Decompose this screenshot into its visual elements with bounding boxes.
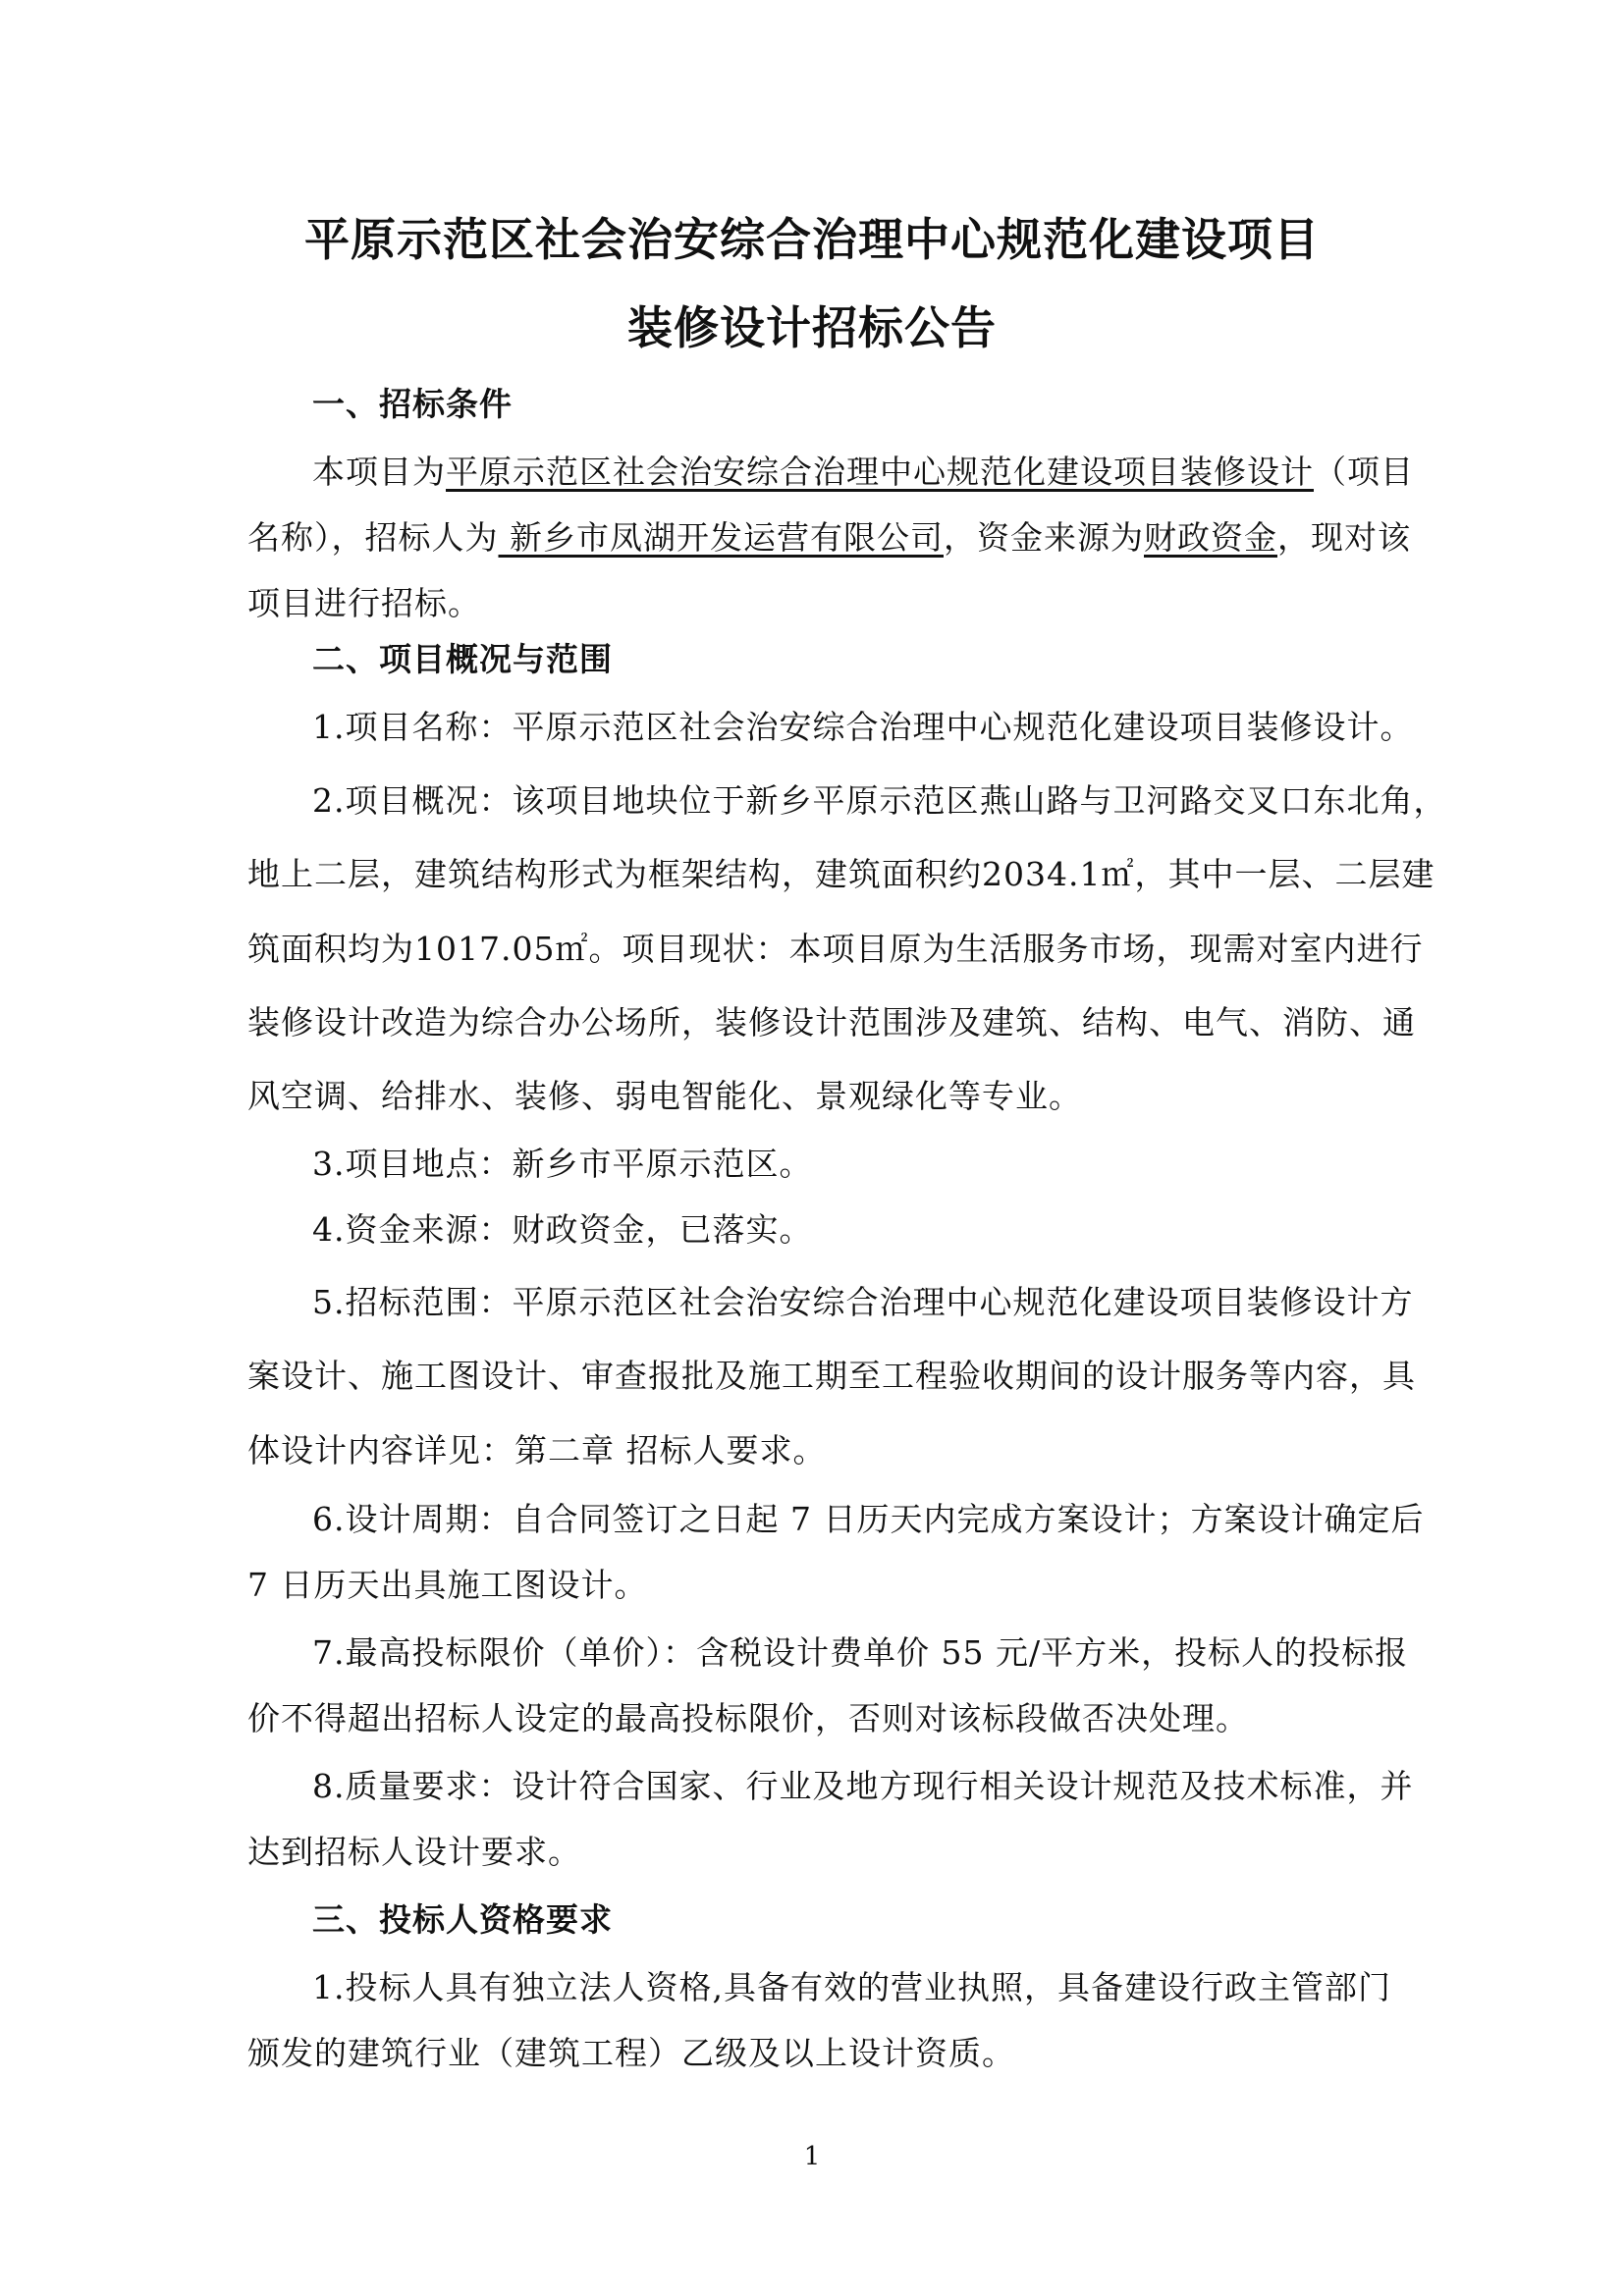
section-heading-2: 二、项目概况与范围 xyxy=(312,640,613,678)
item-line: 3.项目地点：新乡市平原示范区。 xyxy=(312,1145,813,1183)
item-line: 5.招标范围：平原示范区社会治安综合治理中心规范化建设项目装修设计方 xyxy=(312,1283,1414,1321)
item-line: 1.项目名称：平原示范区社会治安综合治理中心规范化建设项目装修设计。 xyxy=(312,708,1414,746)
item-line: 筑面积均为1017.05㎡。项目现状：本项目原为生活服务市场，现需对室内进行 xyxy=(247,930,1424,968)
item-line: 达到招标人设计要求。 xyxy=(247,1833,581,1871)
item-line: 2.项目概况：该项目地块位于新乡平原示范区燕山路与卫河路交叉口东北角， xyxy=(312,781,1447,820)
document-title-line-1: 平原示范区社会治安综合治理中心规范化建设项目 xyxy=(304,213,1320,266)
project-name-underlined: 平原示范区社会治安综合治理中心规范化建设项目装修设计 xyxy=(446,453,1314,491)
item-line: 案设计、施工图设计、审查报批及施工期至工程验收期间的设计服务等内容，具 xyxy=(247,1357,1416,1395)
item-line: 颁发的建筑行业（建筑工程）乙级及以上设计资质。 xyxy=(247,2034,1015,2072)
item-line: 7.最高投标限价（单价）：含税设计费单价 55 元/平方米，投标人的投标报 xyxy=(312,1633,1409,1672)
item-line: 体设计内容详见：第二章 招标人要求。 xyxy=(247,1431,827,1469)
page-number: 1 xyxy=(803,2142,821,2171)
text: ，现对该 xyxy=(1277,518,1411,557)
text: 名称），招标人为 xyxy=(247,518,499,557)
tenderer-name-underlined: 新乡市凤湖开发运营有限公司 xyxy=(498,518,944,557)
item-line: 价不得超出招标人设定的最高投标限价，否则对该标段做否决处理。 xyxy=(247,1699,1249,1737)
fund-source-underlined: 财政资金 xyxy=(1144,518,1277,557)
document-title-line-2: 装修设计招标公告 xyxy=(627,301,997,354)
text: ，资金来源为 xyxy=(944,518,1144,557)
text: 本项目为 xyxy=(312,453,446,491)
paragraph-line: 项目进行招标。 xyxy=(247,584,481,622)
item-line: 装修设计改造为综合办公场所，装修设计范围涉及建筑、结构、电气、消防、通 xyxy=(247,1003,1416,1041)
text: （项目 xyxy=(1314,453,1414,491)
paragraph-line xyxy=(247,518,1411,558)
item-line: 8.质量要求：设计符合国家、行业及地方现行相关设计规范及技术标准，并 xyxy=(312,1767,1414,1805)
item-line: 4.资金来源：财政资金，已落实。 xyxy=(312,1210,813,1249)
section-heading-3: 三、投标人资格要求 xyxy=(312,1900,613,1939)
item-line: 地上二层，建筑结构形式为框架结构，建筑面积约2034.1㎡，其中一层、二层建 xyxy=(247,855,1435,893)
item-line: 1.投标人具有独立法人资格,具备有效的营业执照，具备建设行政主管部门 xyxy=(312,1968,1391,2006)
section-heading-1: 一、招标条件 xyxy=(312,385,513,423)
item-line: 风空调、给排水、装修、弱电智能化、景观绿化等专业。 xyxy=(247,1077,1082,1115)
item-line: 7 日历天出具施工图设计。 xyxy=(247,1566,648,1604)
paragraph-line xyxy=(312,453,1456,492)
item-line: 6.设计周期：自合同签订之日起 7 日历天内完成方案设计；方案设计确定后 xyxy=(312,1500,1425,1538)
